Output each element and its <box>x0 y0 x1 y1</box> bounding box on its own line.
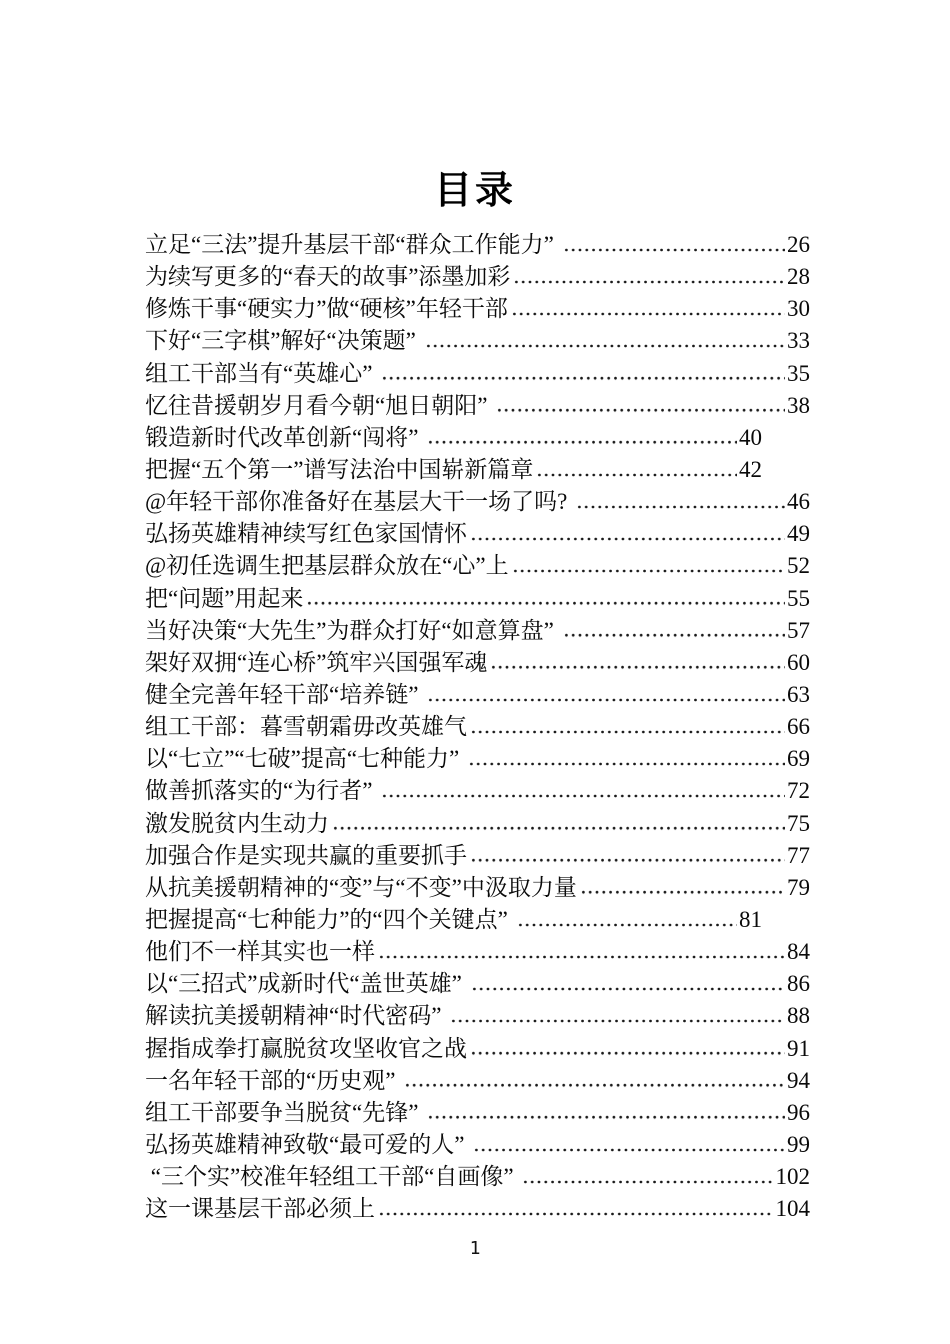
toc-entry-title: @年轻干部你准备好在基层大干一场了吗? <box>145 489 574 515</box>
dot-leader <box>576 505 785 509</box>
toc-entry[interactable] <box>145 1097 810 1129</box>
toc-entry-page-number: 102 <box>775 1164 810 1190</box>
toc-entry-title: 把握“五个第一”谱写法治中国崭新篇章 <box>145 456 534 482</box>
toc-entry-page-number: 55 <box>787 585 810 611</box>
toc-entry[interactable] <box>145 679 810 711</box>
dot-leader <box>470 858 785 862</box>
toc-entry-title: “三个实”校准年轻组工干部“自画像” <box>145 1164 520 1190</box>
toc-entry-title: 为续写更多的“春天的故事”添墨加彩 <box>145 264 511 290</box>
toc-entry-page-number: 99 <box>787 1131 810 1157</box>
toc-entry-page-number: 30 <box>787 296 810 322</box>
toc-entry-title: 修炼干事“硬实力”做“硬核”年轻干部 <box>145 296 508 322</box>
toc-entry-page-number: 88 <box>787 1003 810 1029</box>
toc-entry-page-number: 104 <box>775 1196 810 1222</box>
toc-entry[interactable] <box>145 647 810 679</box>
toc-entry[interactable] <box>145 872 810 904</box>
toc-entry-title: 从抗美援朝精神的“变”与“不变”中汲取力量 <box>145 874 577 900</box>
toc-entry-title: 组工干部当有“英雄心” <box>145 360 379 386</box>
dot-leader <box>381 794 785 798</box>
footer-page-number: 1 <box>469 1238 481 1259</box>
dot-leader <box>378 1212 774 1216</box>
toc-entry[interactable] <box>145 1161 810 1193</box>
toc-entry[interactable] <box>145 518 810 550</box>
dot-leader <box>517 923 737 927</box>
toc-entry[interactable] <box>145 550 810 582</box>
toc-entry-title: 弘扬英雄精神续写红色家国情怀 <box>145 521 467 547</box>
toc-entry[interactable] <box>145 711 810 743</box>
dot-leader <box>470 537 785 541</box>
dot-leader <box>473 1148 785 1152</box>
toc-entry-title: 这一课基层干部必须上 <box>145 1196 375 1222</box>
toc-entry-page-number: 75 <box>787 810 810 836</box>
toc-entry-page-number: 40 <box>739 424 762 450</box>
toc-entry-title: 他们不一样其实也一样 <box>145 939 375 965</box>
toc-entry-title: 把“问题”用起来 <box>145 585 304 611</box>
toc-entry-title: 把握提高“七种能力”的“四个关键点” <box>145 906 514 932</box>
toc-entry-page-number: 52 <box>787 553 810 579</box>
toc-entry[interactable] <box>145 261 810 293</box>
toc-entry[interactable] <box>145 775 810 807</box>
dot-leader <box>470 1051 785 1055</box>
toc-entry-page-number: 46 <box>787 489 810 515</box>
toc-entry[interactable] <box>145 293 810 325</box>
toc-entry-title: 解读抗美援朝精神“时代密码” <box>145 1003 448 1029</box>
toc-entry-page-number: 35 <box>787 360 810 386</box>
toc-entry[interactable] <box>145 1193 810 1225</box>
toc-entry[interactable] <box>145 454 810 486</box>
toc-entry[interactable] <box>145 1033 810 1065</box>
toc-entry[interactable] <box>145 1065 810 1097</box>
dot-leader <box>468 762 785 766</box>
toc-entry-page-number: 91 <box>787 1035 810 1061</box>
toc-entry[interactable] <box>145 1129 810 1161</box>
toc-entry-title: 做善抓落实的“为行者” <box>145 778 379 804</box>
toc-entry-title: 立足“三法”提升基层干部“群众工作能力” <box>145 232 560 257</box>
dot-leader <box>512 569 785 573</box>
toc-entry-page-number: 60 <box>787 649 810 675</box>
toc-entry[interactable] <box>145 422 810 454</box>
toc-entry[interactable] <box>145 904 810 936</box>
toc-entry-page-number: 57 <box>787 617 810 643</box>
toc-entry[interactable] <box>145 486 810 518</box>
dot-leader <box>378 955 785 959</box>
toc-entry[interactable] <box>145 583 810 615</box>
toc-entry-page-number: 96 <box>787 1099 810 1125</box>
toc-entry-page-number: 79 <box>787 874 810 900</box>
toc-entry-title: 以“七立”“七破”提高“七种能力” <box>145 746 466 772</box>
toc-entry-title: 架好双拥“连心桥”筑牢兴国强军魂 <box>145 649 488 675</box>
toc-list <box>145 229 810 1225</box>
dot-leader <box>332 826 785 830</box>
dot-leader <box>306 601 785 605</box>
dot-leader <box>580 890 785 894</box>
toc-entry-page-number: 33 <box>787 328 810 354</box>
toc-entry[interactable] <box>145 936 810 968</box>
toc-entry-title: 当好决策“大先生”为群众打好“如意算盘” <box>145 617 560 643</box>
toc-entry[interactable] <box>145 615 810 647</box>
dot-leader <box>425 344 785 348</box>
toc-entry-page-number: 84 <box>787 939 810 965</box>
dot-leader <box>427 698 785 702</box>
toc-entry-title: 健全完善年轻干部“培养链” <box>145 681 425 707</box>
toc-entry-page-number: 77 <box>787 842 810 868</box>
dot-leader <box>513 280 785 284</box>
dot-leader <box>470 730 785 734</box>
toc-entry-title: 下好“三字棋”解好“决策题” <box>145 328 422 354</box>
toc-entry-title: 加强合作是实现共赢的重要抓手 <box>145 842 467 868</box>
dot-leader <box>496 408 785 412</box>
toc-entry[interactable] <box>145 840 810 872</box>
toc-entry-page-number: 81 <box>739 906 762 932</box>
dot-leader <box>511 312 785 316</box>
toc-entry-title: 激发脱贫内生动力 <box>145 810 329 836</box>
dot-leader <box>490 665 785 669</box>
toc-entry-page-number: 69 <box>787 746 810 772</box>
toc-entry-page-number: 26 <box>787 232 810 257</box>
toc-entry-title: 以“三招式”成新时代“盖世英雄” <box>145 971 468 997</box>
toc-entry-title: 锻造新时代改革创新“闯将” <box>145 424 425 450</box>
toc-entry-page-number: 72 <box>787 778 810 804</box>
toc-entry-page-number: 38 <box>787 392 810 418</box>
toc-entry-title: 一名年轻干部的“历史观” <box>145 1067 402 1093</box>
toc-entry-title: 握指成拳打赢脱贫攻坚收官之战 <box>145 1035 467 1061</box>
toc-entry[interactable] <box>145 808 810 840</box>
dot-leader <box>404 1083 785 1087</box>
dot-leader <box>536 473 737 477</box>
toc-entry[interactable] <box>145 358 810 390</box>
toc-entry-title: 弘扬英雄精神致敬“最可爱的人” <box>145 1131 471 1157</box>
dot-leader <box>381 376 785 380</box>
toc-entry-page-number: 94 <box>787 1067 810 1093</box>
toc-entry[interactable] <box>145 743 810 775</box>
toc-entry-title: @初任选调生把基层群众放在“心”上 <box>145 553 509 579</box>
dot-leader <box>471 987 785 991</box>
toc-entry-page-number: 28 <box>787 264 810 290</box>
dot-leader <box>563 248 785 252</box>
dot-leader <box>563 633 785 637</box>
dot-leader <box>427 440 737 444</box>
dot-leader <box>522 1180 773 1184</box>
toc-entry-page-number: 49 <box>787 521 810 547</box>
toc-entry-page-number: 63 <box>787 681 810 707</box>
toc-entry-page-number: 86 <box>787 971 810 997</box>
dot-leader <box>427 1115 785 1119</box>
toc-entry-page-number: 42 <box>739 456 762 482</box>
toc-entry-title: 忆往昔援朝岁月看今朝“旭日朝阳” <box>145 392 494 418</box>
toc-entry[interactable] <box>145 968 810 1000</box>
toc-entry-title: 组工干部：暮雪朝霜毋改英雄气 <box>145 714 467 740</box>
toc-entry-title: 组工干部要争当脱贫“先锋” <box>145 1099 425 1125</box>
dot-leader <box>450 1019 785 1023</box>
toc-entry[interactable] <box>145 325 810 357</box>
toc-entry-page-number: 66 <box>787 714 810 740</box>
toc-entry[interactable] <box>145 229 810 261</box>
page-title: 目录 <box>433 170 516 212</box>
toc-entry[interactable] <box>145 1000 810 1032</box>
toc-entry[interactable] <box>145 390 810 422</box>
